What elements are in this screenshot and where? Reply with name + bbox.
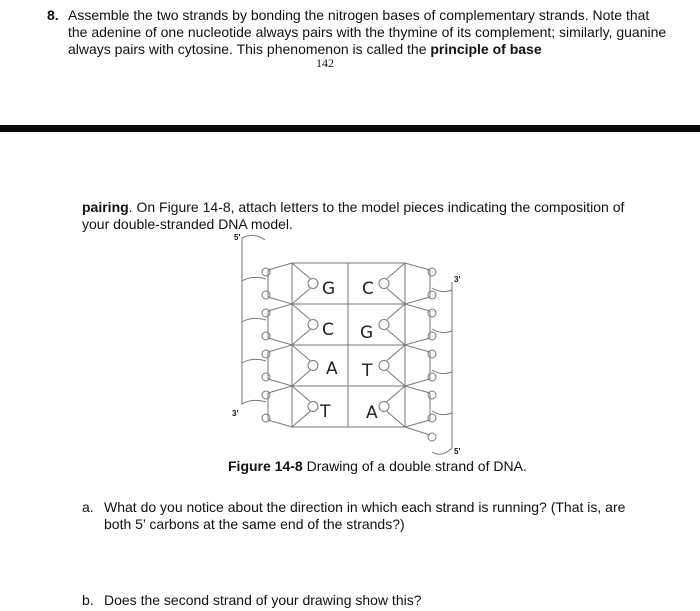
base-left-1: G [322,279,336,299]
page-number: 142 [316,56,334,70]
key-term-continued: pairing [82,199,129,215]
left-phosphate-link [242,318,266,322]
right-bottom-label: 5' [454,447,461,456]
right-top-label: 3' [454,275,461,284]
continuation-line-1 [82,199,624,216]
base-right-4: A [366,403,378,423]
right-sugar-bump [428,391,436,399]
left-base-notch [308,279,318,289]
left-sugar-bump [262,350,270,358]
continuation-text: . On Figure 14-8, attach letters to the model pieces indicating the composition of [128,199,625,215]
question-line-3 [68,41,542,58]
left-base-notch [308,402,318,412]
left-sugar-bump [262,309,270,317]
subquestion-b-line-1: Does the second strand of your drawing show this? [104,592,422,608]
right-base-notch [379,361,389,371]
right-nucleotide-piece [387,345,430,386]
left-sugar-bump [262,373,270,381]
question-line-3-text: always pairs with cytosine. This phenomenon is called the [68,41,431,57]
subquestion-b-letter: b. [82,592,94,608]
right-nucleotide-piece [387,304,430,345]
figure-caption-text: Drawing of a double strand of DNA. [302,458,527,474]
left-phosphate-link [242,359,266,363]
left-sugar-bump [262,291,270,299]
right-nucleotide-piece [387,263,430,304]
base-left-2: C [322,320,334,340]
right-nucleotide-piece [387,386,430,427]
base-right-2: G [360,323,374,343]
subquestion-a-line-1: What do you notice about the direction in which each strand is running? (That is, are [104,499,626,515]
left-base-notch [308,320,318,330]
left-backbone-cap [242,235,265,240]
left-sugar-bump [262,391,270,399]
left-nucleotide-piece [268,304,310,345]
left-top-label: 5' [234,233,241,242]
right-backbone-cap [432,448,452,454]
subquestion-a-line-2: both 5’ carbons at the same end of the strands?) [104,516,405,532]
left-base-notch [308,361,318,371]
question-number: 8. [47,7,59,23]
base-right-1: C [362,279,374,299]
right-sugar-bump [428,309,436,317]
right-terminal-bump [428,433,436,441]
base-left-4: T [320,402,331,422]
right-sugar-bump [428,268,436,276]
right-base-notch [379,402,389,412]
question-line-1: Assemble the two strands by bonding the nitrogen bases of complementary strands. Note that [68,7,650,23]
left-nucleotide-piece [268,263,310,304]
subquestion-a-letter: a. [82,499,94,515]
right-sugar-bump [428,414,436,422]
right-terminal-link [405,427,430,435]
right-sugar-bump [428,350,436,358]
page-break-bar [0,125,700,132]
left-phosphate-link [242,277,266,281]
left-nucleotide-piece [268,386,310,427]
continuation-line-2: your double-stranded DNA model. [82,216,293,232]
left-sugar-bump [262,268,270,276]
right-phosphate-link [432,288,452,292]
left-sugar-bump [262,332,270,340]
left-sugar-bump [262,414,270,422]
figure-label: Figure 14-8 [228,458,303,474]
base-right-3: T [362,361,373,381]
right-base-notch [379,320,389,330]
right-phosphate-link [432,370,452,374]
key-term: principle of base [430,41,542,57]
right-sugar-bump [428,291,436,299]
question-line-2: the adenine of one nucleotide always pairs with the thymine of its complement; similarly, guanine [68,24,667,40]
right-phosphate-link [432,411,452,415]
left-nucleotide-piece [268,345,310,386]
right-phosphate-link [432,329,452,333]
base-left-3: A [326,359,338,379]
right-base-notch [379,279,389,289]
dna-double-strand-figure [220,230,480,462]
right-sugar-bump [428,373,436,381]
figure-caption [228,458,527,475]
left-phosphate-link [242,400,266,404]
right-sugar-bump [428,332,436,340]
left-bottom-label: 3' [232,409,239,418]
